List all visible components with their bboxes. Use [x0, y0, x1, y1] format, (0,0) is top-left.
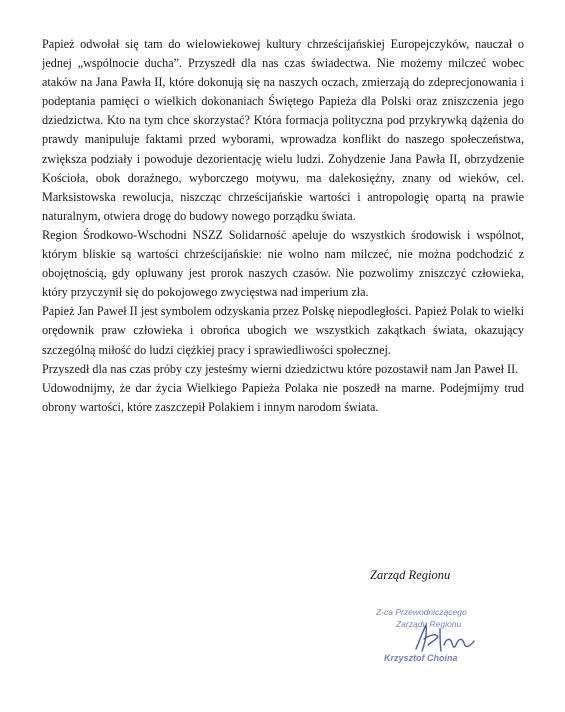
letter-body — [42, 35, 524, 417]
paragraph-5: Udowodnijmy, że dar życia Wielkiego Papieża Polaka nie poszedł na marne. Podejmijmy trud obrony wartości, które zaszczepił Polakiem i innym narodom świata. — [42, 380, 524, 414]
paragraph-4: Przyszedł dla nas czas próby czy jesteśmy wierni dziedzictwu które pozostawił nam Jan Paweł II. — [42, 361, 519, 376]
signoff: Zarząd Regionu — [370, 568, 451, 582]
paragraph-3: Papież Jan Paweł II jest symbolem odzyskania przez Polskę niepodległości. Papież Polak to wielki orędownik praw człowieka i obrońca ubogich we wszystkich zakątkach świata, okazujący szczególną miłość do ludzi ciężkiej pracy i sprawiedliwości społecznej. — [42, 304, 524, 357]
handwritten-signature — [410, 621, 480, 657]
signature-stamp — [370, 605, 500, 675]
stamp-name-line: Krzysztof Choina — [384, 653, 458, 663]
stamp-title-line: Z-ca Przewodniczącego — [376, 607, 467, 617]
paragraph-1: Papież odwołał się tam do wielowiekowej kultury chrześcijańskiej Europejczyków, nauczał o jednej „wspólnocie ducha”. Przyszedł dla nas czas świadectwa. Nie możemy milczeć wobec ataków na Jana Pawła II, które dokonują się na naszych oczach, zmierzają do zdeprecjonowania i podeptania pamięci o wielkich dokonaniach Świętego Papieża dla Polski oraz zniszczenia jego dziedzictwa. Kto na tym chce skorzystać? Która formacja polityczna pod przykrywką dążenia do prawdy manipuluje faktami przed wyborami, wprowadza konflikt do naszego społeczeństwa, zwiększa podziały i powoduje dezorientację wielu ludzi. Zohydzenie Jana Pawła II, obrzydzenie Kościoła, obok doraźnego, wyborczego motywu, ma dalekosiężny, znany od wieków, cel. Marksistowska rewolucja, niszcząc chrześcijańskie wartości i antropologię opartą na prawie naturalnym, otwiera drogę do budowy nowego porządku świata. — [42, 37, 524, 223]
stamp-org-line: Zarządu Regionu — [396, 619, 462, 629]
paragraph-2: Region Środkowo-Wschodni NSZZ Solidarność apeluje do wszystkich środowisk i wspólnot, którym bliskie są wartości chrześcijańskie: nie wolno nam milczeć, nie można podchodzić z obojętnością, gdy opluwany jest prorok naszych czasów. Nie pozwolimy zniszczyć człowieka, który przyczynił się do pokojowego zwycięstwa nad imperium zła. — [42, 227, 524, 300]
